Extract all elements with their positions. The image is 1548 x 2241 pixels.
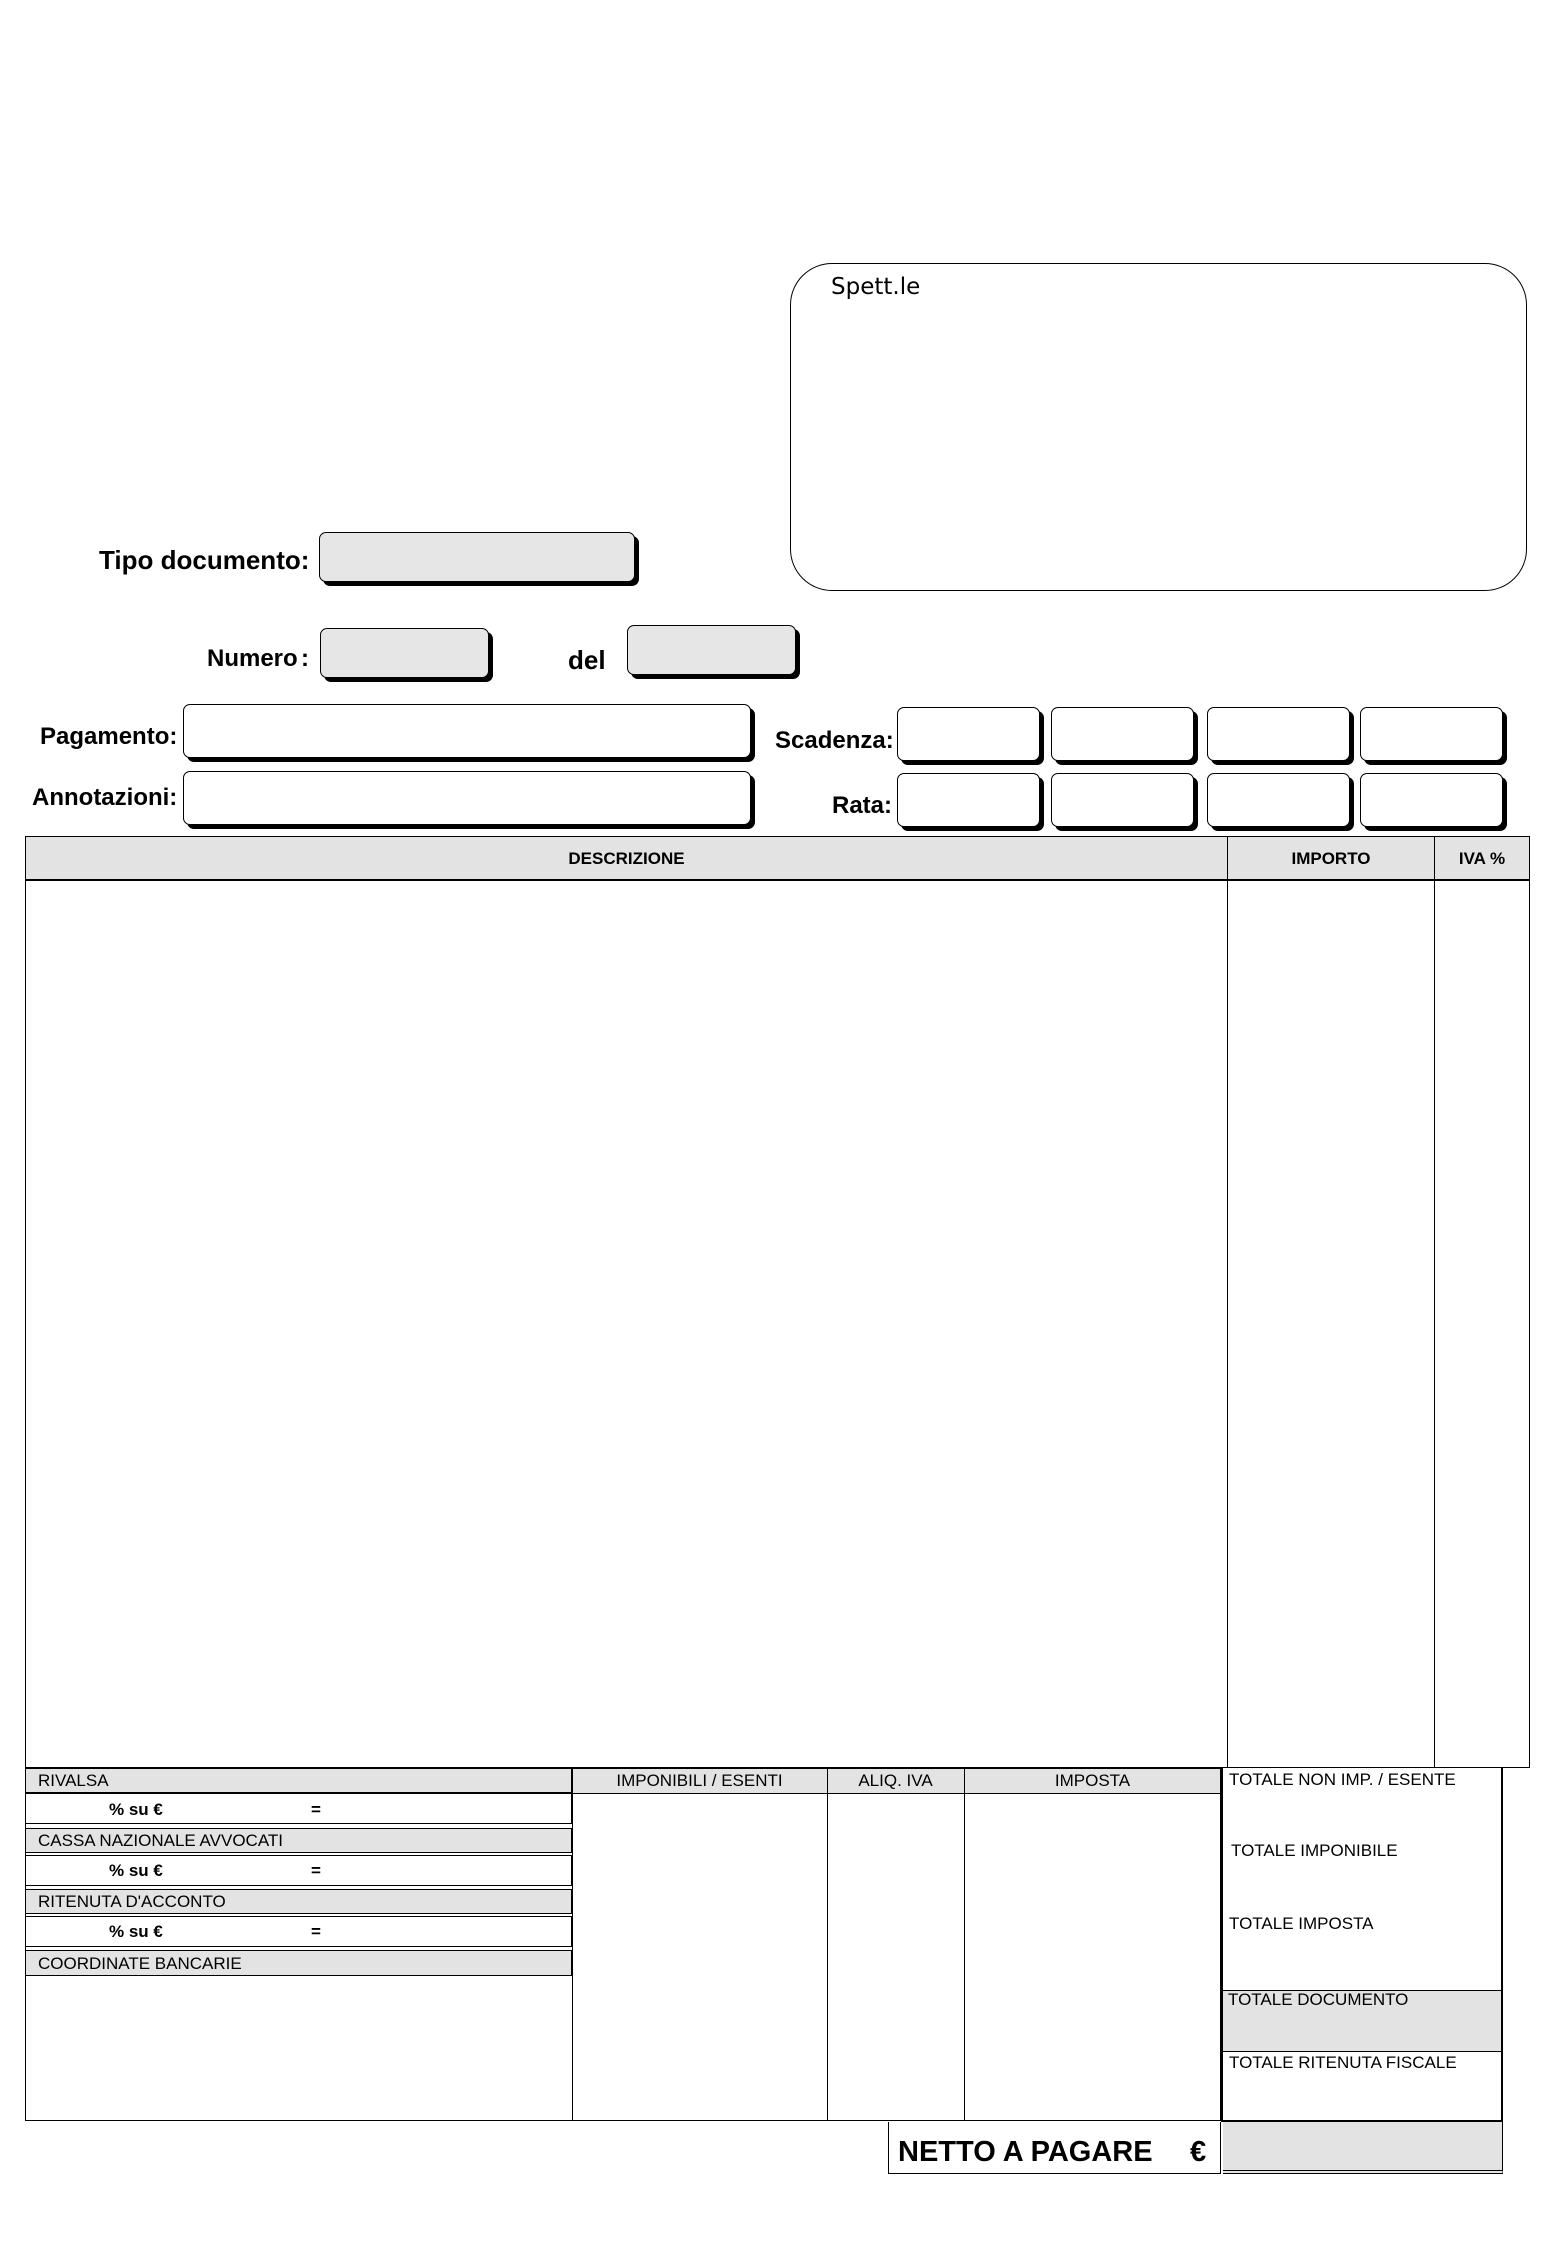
col-iva: IVA % (1458, 848, 1506, 868)
imponibili-area[interactable] (573, 1795, 827, 2120)
imposta-header: IMPOSTA (1054, 1771, 1131, 1790)
tot-non-imp-label: TOTALE NON IMP. / ESENTE (1229, 1770, 1456, 1789)
annotazioni-field[interactable] (183, 771, 751, 825)
coordinate-label: COORDINATE BANCARIE (38, 1954, 242, 1973)
netto-a-pagare-field[interactable] (1223, 2122, 1503, 2174)
del-date-field[interactable] (627, 625, 796, 675)
annotazioni-label: Annotazioni: (32, 784, 178, 811)
descrizione-area[interactable] (26, 881, 1227, 1767)
ritenuta-equals: = (311, 1922, 321, 1941)
recipient-box[interactable] (790, 263, 1527, 591)
ritenuta-values-row[interactable] (25, 1916, 572, 1947)
recipient-label: Spett.le (831, 274, 921, 300)
pagamento-field[interactable] (183, 704, 751, 758)
cassa-values-row[interactable] (25, 1855, 572, 1886)
col-descrizione: DESCRIZIONE (568, 848, 685, 868)
aliq-iva-area[interactable] (828, 1795, 964, 2120)
rata-field-3[interactable] (1207, 773, 1350, 827)
col-importo: IMPORTO (1291, 848, 1371, 868)
ritenuta-label: RITENUTA D'ACCONTO (38, 1892, 226, 1911)
tot-imposta-label: TOTALE IMPOSTA (1229, 1914, 1374, 1933)
pagamento-label: Pagamento: (40, 723, 178, 750)
rivalsa-pct: % su € (109, 1800, 163, 1819)
tot-imponibile-label: TOTALE IMPONIBILE (1231, 1841, 1398, 1860)
ritenuta-pct: % su € (109, 1922, 163, 1941)
cassa-pct: % su € (109, 1861, 163, 1880)
cassa-equals: = (311, 1861, 321, 1880)
scadenza-field-4[interactable] (1360, 707, 1503, 761)
tipo-documento-field[interactable] (319, 532, 635, 582)
scadenza-field-1[interactable] (897, 707, 1040, 761)
tipo-documento-label: Tipo documento: (99, 545, 310, 575)
scadenza-label: Scadenza: (775, 727, 894, 754)
importo-area[interactable] (1228, 881, 1434, 1767)
rata-label: Rata: (832, 792, 893, 819)
imponibili-header: IMPONIBILI / ESENTI (616, 1771, 783, 1790)
cassa-label: CASSA NAZIONALE AVVOCATI (38, 1831, 283, 1850)
imposta-area[interactable] (965, 1795, 1220, 2120)
numero-label: Numero (207, 645, 298, 672)
numero-field[interactable] (320, 628, 489, 678)
euro-symbol: € (1190, 2136, 1207, 2168)
rata-field-1[interactable] (897, 773, 1040, 827)
tot-documento-label: TOTALE DOCUMENTO (1228, 1990, 1409, 2009)
del-label: del (568, 645, 606, 675)
netto-label: NETTO A PAGARE (898, 2136, 1153, 2168)
coordinate-area[interactable] (26, 1977, 571, 2120)
tot-ritenuta-label: TOTALE RITENUTA FISCALE (1229, 2053, 1457, 2072)
scadenza-field-2[interactable] (1051, 707, 1194, 761)
aliq-iva-header: ALIQ. IVA (858, 1771, 933, 1790)
rivalsa-label: RIVALSA (38, 1771, 109, 1790)
rivalsa-values-row[interactable] (25, 1793, 572, 1824)
rivalsa-equals: = (311, 1800, 321, 1819)
rata-field-2[interactable] (1051, 773, 1194, 827)
rata-field-4[interactable] (1360, 773, 1503, 827)
numero-colon: : (301, 645, 309, 672)
iva-area[interactable] (1435, 881, 1529, 1767)
scadenza-field-3[interactable] (1207, 707, 1350, 761)
